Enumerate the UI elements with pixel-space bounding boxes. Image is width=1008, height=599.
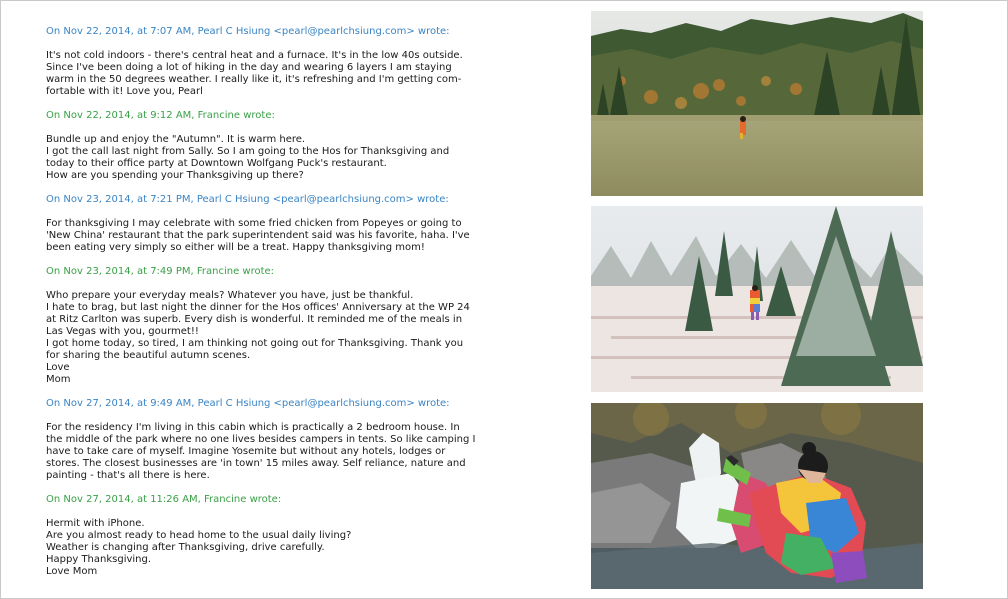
photo-frosted-forest bbox=[591, 206, 923, 392]
message-line: have to take care of myself. Imagine Yosemite but without any hotels, lodges or bbox=[46, 446, 446, 457]
message-line: It's not cold indoors - there's central heat and a furnace. It's in the low 40s outside. bbox=[46, 50, 463, 61]
message-line: stores. The closest businesses are 'in town' 15 miles away. Self reliance, nature and bbox=[46, 458, 466, 469]
message-line: warm in the 50 degrees weather. I really like it, it's refreshing and I'm getting com- bbox=[46, 74, 462, 85]
message-header-pearl: On Nov 27, 2014, at 9:49 AM, Pearl C Hsiung <pearl@pearlchsiung.com> wrote: bbox=[46, 398, 450, 409]
photo-autumn-meadow bbox=[591, 11, 923, 196]
message-line: How are you spending your Thanksgiving up there? bbox=[46, 170, 304, 181]
message-line: today to their office party at Downtown Wolfgang Puck's restaurant. bbox=[46, 158, 387, 169]
message-line: Since I've been doing a lot of hiking in the day and wearing 6 layers I am staying bbox=[46, 62, 452, 73]
message-body bbox=[46, 134, 466, 182]
message-line: Hermit with iPhone. bbox=[46, 518, 145, 529]
message-line: Love Mom bbox=[46, 566, 98, 577]
message-line: I hate to brag, but last night the dinner for the Hos offices' Anniversary at the WP 24 bbox=[46, 302, 470, 313]
message-line: Are you almost ready to head home to the usual daily living? bbox=[46, 530, 352, 541]
message-body bbox=[46, 290, 470, 386]
message-line: I got the call last night from Sally. So I am going to the Hos for Thanksgiving and bbox=[46, 146, 450, 157]
photo-waterfall bbox=[591, 403, 923, 589]
message-body bbox=[46, 518, 466, 578]
message-line: been eating very simply so either will be a treat. Happy thanksgiving mom! bbox=[46, 242, 425, 253]
message-line: Mom bbox=[46, 374, 71, 385]
message-header-francine: On Nov 22, 2014, at 9:12 AM, Francine wrote: bbox=[46, 110, 275, 121]
message-header-francine: On Nov 27, 2014, at 11:26 AM, Francine wrote: bbox=[46, 494, 282, 505]
message-line: 'New China' restaurant that the park superintendent said was his favorite, haha. I've bbox=[46, 230, 470, 241]
message-line: Las Vegas with you, gourmet!! bbox=[46, 326, 199, 337]
message-line: Bundle up and enjoy the "Autumn". It is warm here. bbox=[46, 134, 306, 145]
message-header-francine: On Nov 23, 2014, at 7:49 PM, Francine wrote: bbox=[46, 266, 275, 277]
message-line: Who prepare your everyday meals? Whatever you have, just be thankful. bbox=[46, 290, 414, 301]
message-body bbox=[46, 422, 476, 482]
message-line: Happy Thanksgiving. bbox=[46, 554, 152, 565]
email-thread bbox=[46, 26, 476, 590]
message-line: for sharing the beautiful autumn scenes. bbox=[46, 350, 251, 361]
message-header-pearl: On Nov 22, 2014, at 7:07 AM, Pearl C Hsiung <pearl@pearlchsiung.com> wrote: bbox=[46, 26, 450, 37]
message-line: Weather is changing after Thanksgiving, drive carefully. bbox=[46, 542, 325, 553]
message-line: I got home today, so tired, I am thinking not going out for Thanksgiving. Thank you bbox=[46, 338, 464, 349]
message-header-pearl: On Nov 23, 2014, at 7:21 PM, Pearl C Hsiung <pearl@pearlchsiung.com> wrote: bbox=[46, 194, 449, 205]
message-line: For the residency I'm living in this cabin which is practically a 2 bedroom house. In bbox=[46, 422, 460, 433]
message-line: fortable with it! Love you, Pearl bbox=[46, 86, 203, 97]
message-line: For thanksgiving I may celebrate with some fried chicken from Popeyes or going to bbox=[46, 218, 462, 229]
message-body bbox=[46, 218, 470, 254]
message-body bbox=[46, 50, 466, 98]
message-line: the middle of the park where no one lives besides campers in tents. So like camping I bbox=[46, 434, 476, 445]
message-line: Love bbox=[46, 362, 70, 373]
message-line: at Ritz Carlton was superb. Every dish is wonderful. It reminded me of the meals in bbox=[46, 314, 463, 325]
message-line: painting - that's all there is here. bbox=[46, 470, 210, 481]
